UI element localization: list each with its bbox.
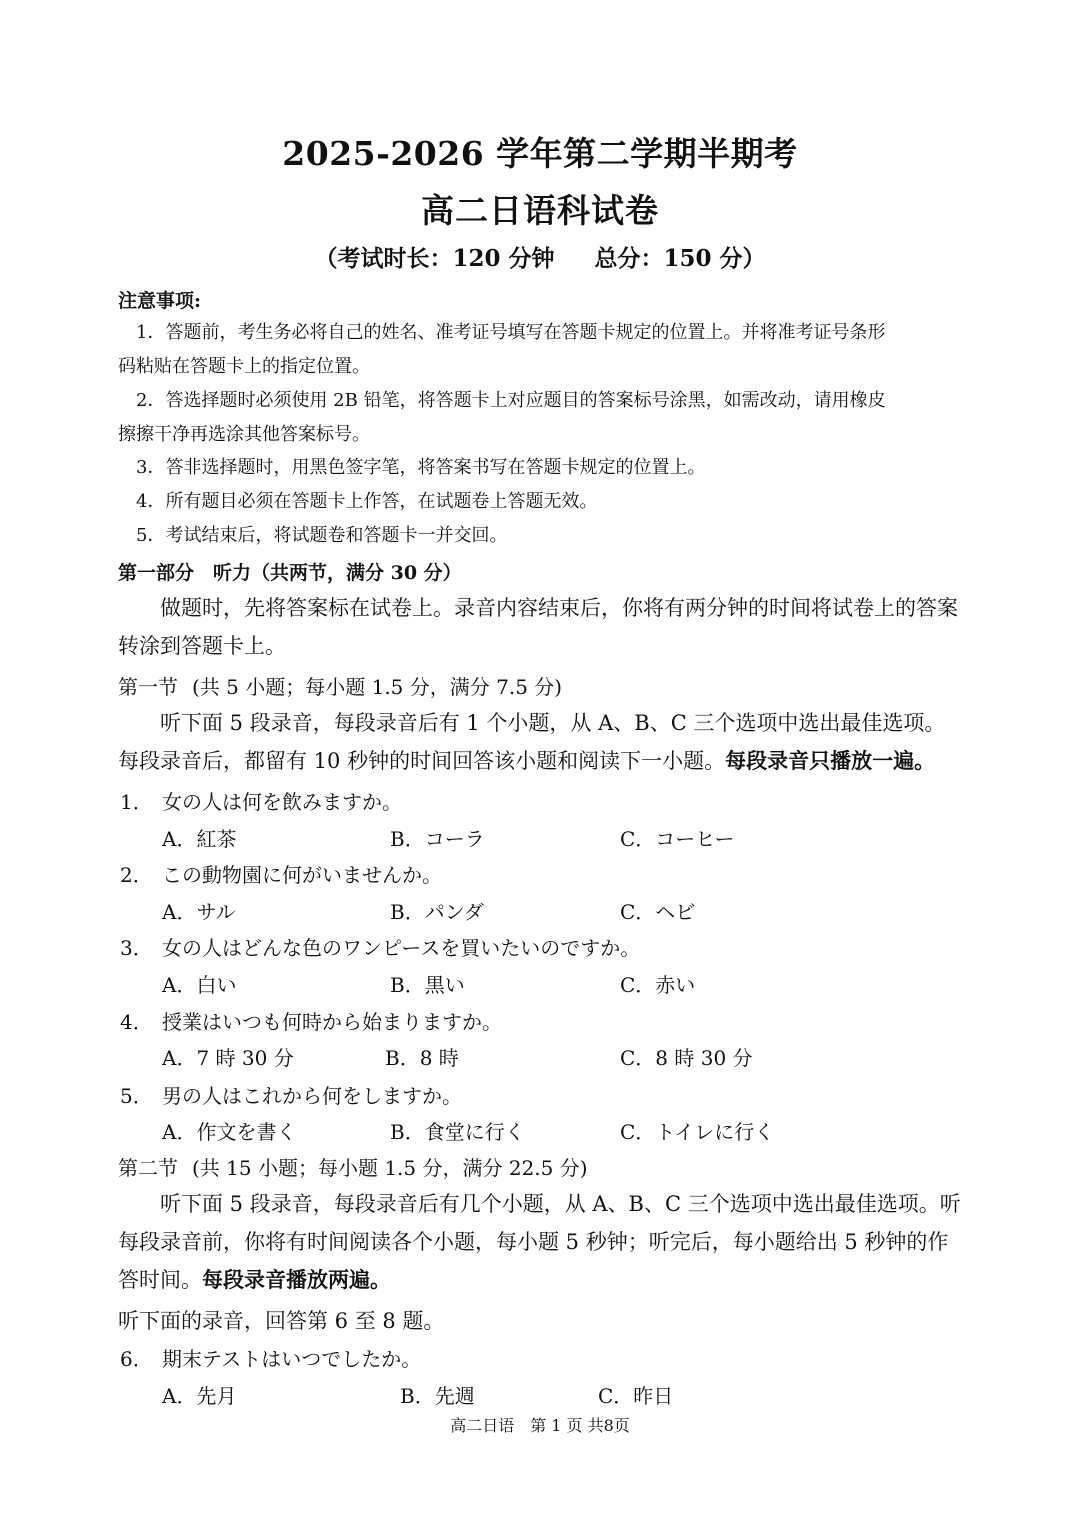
notice-heading: 注意事项: [118, 290, 202, 312]
notice-item-2-cont: 擦擦干净再选涂其他答案标号。 [118, 424, 370, 445]
q6-option-a: A．先月 [162, 1384, 237, 1408]
section1-heading [118, 671, 562, 700]
question-6 [120, 1343, 421, 1372]
q4-option-b: B．8 時 [385, 1046, 459, 1070]
section1-instructions [118, 704, 966, 780]
notice-item-3 [118, 451, 705, 484]
question-number: 1． [120, 790, 153, 814]
notice-item-2-line1: 2．答选择题时必须使用 2B 铅笔，将答题卡上对应题目的答案标号涂黑，如需改动，请用橡皮 [136, 390, 886, 411]
exam-duration: （考试时长：120 分钟 [314, 245, 555, 272]
notice-item-3-text: 3．答非选择题时，用黑色签字笔，将答案书写在答题卡规定的位置上。 [136, 457, 706, 478]
q2-option-a: A．サル [162, 900, 236, 924]
section2-title: 第二节 [118, 1156, 178, 1180]
question-number: 6． [120, 1347, 153, 1371]
q3-option-c: C．赤い [620, 973, 696, 997]
q6-option-c: C．昨日 [598, 1384, 674, 1408]
exam-title: 2025-2026 学年第二学期半期考 [282, 134, 798, 173]
notice-item-5 [118, 519, 507, 552]
question-number: 3． [120, 936, 153, 960]
q5-option-a: A．作文を書く [162, 1120, 297, 1144]
question-text: 授業はいつも何時から始まりますか。 [162, 1010, 502, 1034]
section1-instr-bold: 每段录音只播放一遍。 [725, 748, 936, 773]
q4-option-a: A．7 時 30 分 [162, 1046, 294, 1070]
q1-option-c: C．コーヒー [620, 827, 735, 851]
question-2 [120, 859, 442, 888]
question-text: 女の人は何を飲みますか。 [162, 790, 402, 814]
section2-meta: (共 15 小题；每小题 1.5 分，满分 22.5 分) [192, 1156, 588, 1180]
notice-item-4 [118, 485, 597, 518]
question-4 [120, 1006, 502, 1035]
section1-title: 第一节 [118, 675, 178, 699]
page-footer: 高二日语 第 1 页 共8页 [450, 1416, 630, 1435]
q4-option-c: C．8 時 30 分 [620, 1046, 753, 1070]
section1-instr-text: 听下面 5 段录音，每段录音后有 1 个小题，从 A、B、C 三个选项中选出最佳选项。每段录音后，都留有 10 秒钟的时间回答该小题和阅读下一小题。 [118, 711, 946, 773]
q2-option-c: C．ヘビ [620, 900, 696, 924]
section2-instr-text: 听下面 5 段录音，每段录音后有几个小题，从 A、B、C 三个选项中选出最佳选项。听每段录音前，你将有时间阅读各个小题，每小题 5 秒钟；听完后，每小题给出 5 秒钟的作答时间。 [118, 1192, 961, 1292]
question-text: 男の人はこれから何をしますか。 [162, 1084, 462, 1108]
part1-intro: 做题时，先将答案标在试卷上。录音内容结束后，你将有两分钟的时间将试卷上的答案转涂到答题卡上。 [118, 596, 958, 658]
listen-note: 听下面的录音，回答第 6 至 8 题。 [118, 1309, 445, 1333]
question-text: この動物園に何がいませんか。 [162, 863, 442, 887]
q5-option-b: B．食堂に行く [390, 1120, 525, 1144]
question-3 [120, 932, 640, 961]
notice-item-2 [118, 384, 886, 417]
part1-heading: 第一部分 听力（共两节，满分 30 分） [118, 562, 462, 584]
exam-total: 总分：150 分） [594, 245, 766, 272]
question-number: 5． [120, 1084, 153, 1108]
q2-option-b: B．パンダ [390, 900, 484, 924]
q3-option-b: B．黒い [390, 973, 465, 997]
notice-item-1-cont: 码粘贴在答题卡上的指定位置。 [118, 356, 370, 377]
section1-meta: (共 5 小题；每小题 1.5 分，满分 7.5 分) [192, 675, 563, 699]
section2-instr-bold: 每段录音播放两遍。 [202, 1267, 391, 1292]
q1-option-a: A．紅茶 [162, 827, 237, 851]
section2-instructions [118, 1185, 966, 1299]
question-text: 期末テストはいつでしたか。 [162, 1347, 422, 1371]
q6-option-b: B．先週 [400, 1384, 475, 1408]
question-1 [120, 786, 402, 815]
question-5 [120, 1080, 462, 1109]
q3-option-a: A．白い [162, 973, 237, 997]
q5-option-c: C．トイレに行く [620, 1120, 775, 1144]
question-number: 4． [120, 1010, 153, 1034]
question-number: 2． [120, 863, 153, 887]
exam-meta [0, 240, 1080, 273]
question-text: 女の人はどんな色のワンピースを買いたいのですか。 [162, 936, 641, 960]
notice-item-1 [118, 316, 885, 349]
notice-item-5-text: 5．考试结束后，将试题卷和答题卡一并交回。 [136, 525, 508, 546]
exam-subject-title: 高二日语科试卷 [421, 191, 659, 230]
notice-item-4-text: 4．所有题目必须在答题卡上作答，在试题卷上答题无效。 [136, 491, 598, 512]
section2-heading [118, 1152, 588, 1181]
q1-option-b: B．コーラ [390, 827, 485, 851]
notice-item-1-line1: 1．答题前，考生务必将自己的姓名、准考证号填写在答题卡规定的位置上。并将准考证号条形 [136, 322, 886, 343]
